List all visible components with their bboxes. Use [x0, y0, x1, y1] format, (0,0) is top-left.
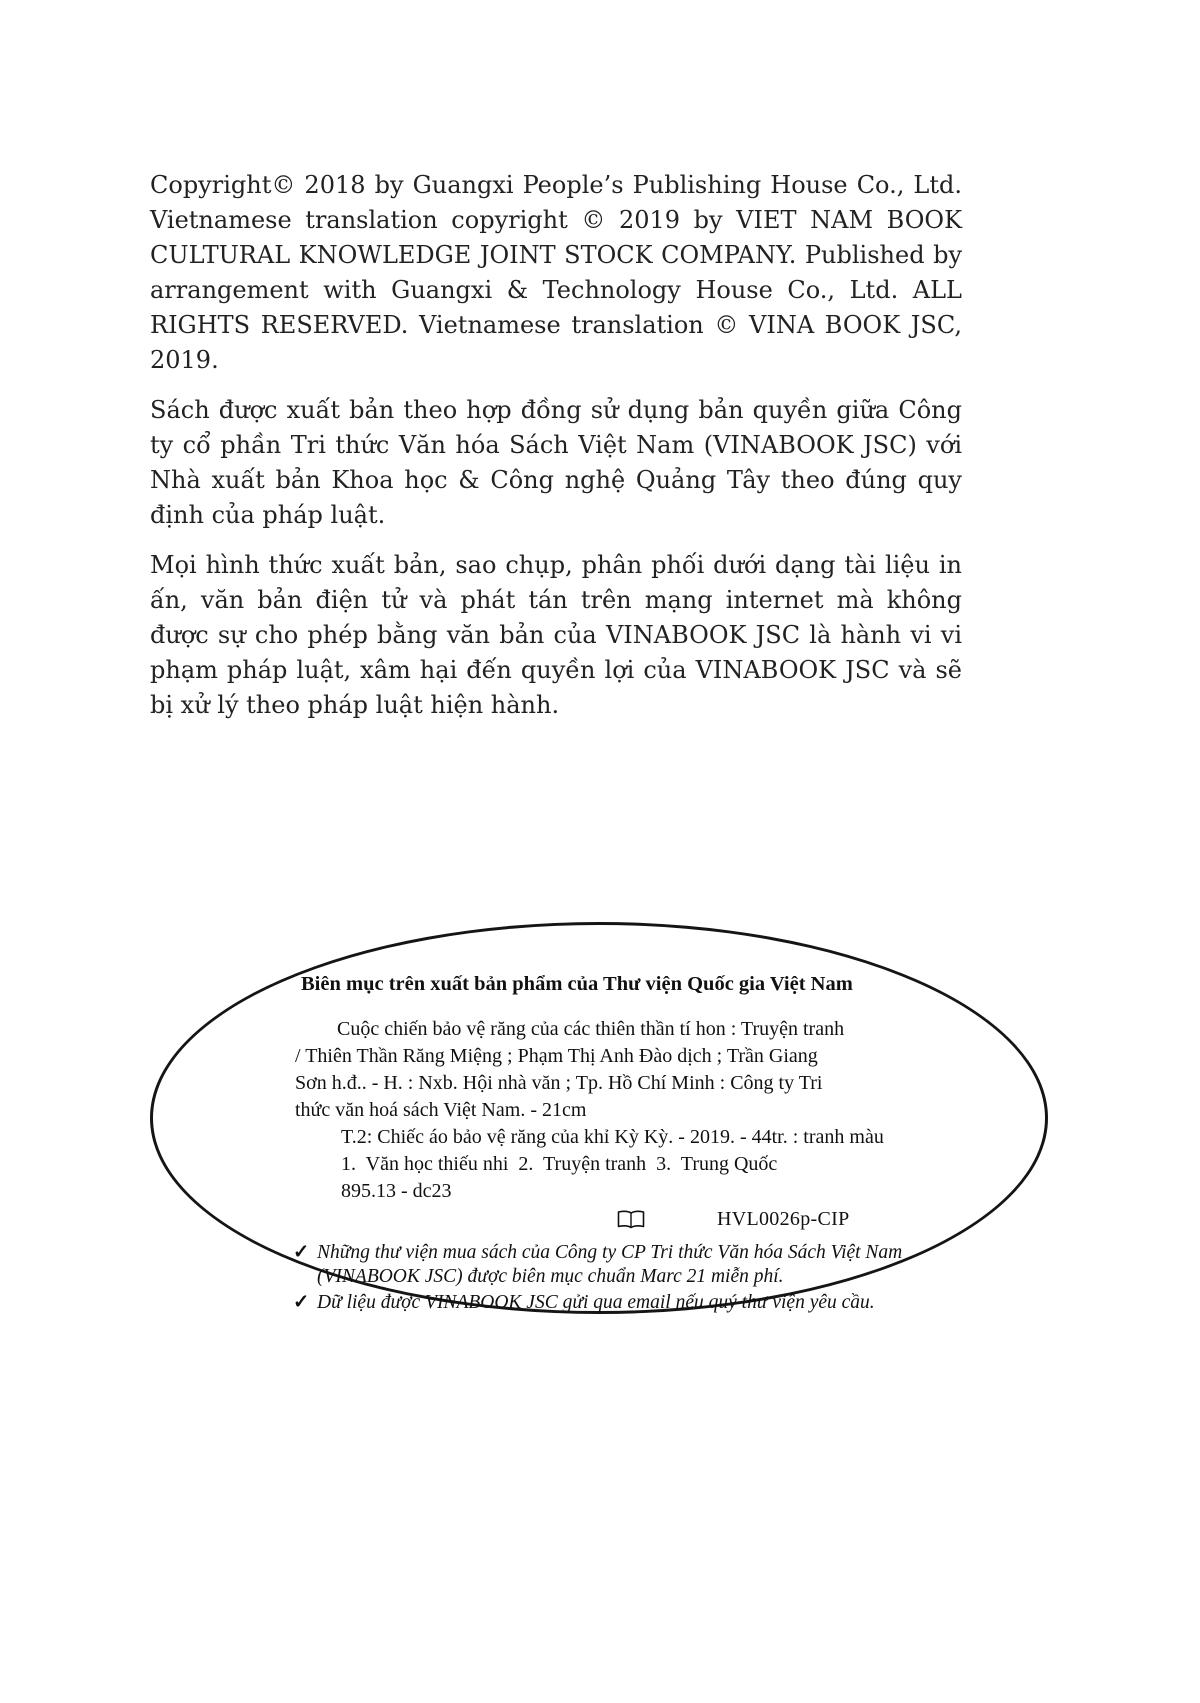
- cip-entry-line: 1. Văn học thiếu nhi 2. Truyện tranh 3. Trung Quốc: [341, 1153, 778, 1175]
- cip-code-row: [617, 1207, 979, 1231]
- cip-entry-line: Cuộc chiến bảo vệ răng của các thiên thần tí hon : Truyện tranh: [337, 1018, 845, 1040]
- cip-entry-line: Sơn h.đ.. - H. : Nxb. Hội nhà văn ; Tp. Hồ Chí Minh : Công ty Tri: [295, 1072, 823, 1094]
- license-paragraph-vietnamese: Sách được xuất bản theo hợp đồng sử dụng bản quyền giữa Công ty cổ phần Tri thức Văn hóa Sách Việt Nam (VINABOOK JSC) với Nhà xuất bản Khoa học & Công nghệ Quảng Tây theo đúng quy định của pháp luật.: [150, 396, 962, 529]
- cip-notes: [293, 1241, 948, 1315]
- cip-ellipse-border: [150, 922, 1048, 1314]
- cip-header: Biên mục trên xuất bản phẩm của Thư viện Quốc gia Việt Nam: [301, 973, 853, 995]
- cip-catalog-entry: [295, 1016, 979, 1205]
- notice-paragraph-vietnamese: Mọi hình thức xuất bản, sao chụp, phân phối dưới dạng tài liệu in ấn, văn bản điện tử và phát tán trên mạng internet mà không được sự cho phép bằng văn bản của VINABOOK JSC là hành vi vi phạm pháp luật, xâm hại đến quyền lợi của VINABOOK JSC và sẽ bị xử lý theo pháp luật hiện hành.: [150, 551, 962, 719]
- cip-entry-line: thức văn hoá sách Việt Nam. - 21cm: [295, 1099, 587, 1121]
- open-book-icon: [617, 1210, 645, 1229]
- copyright-paragraph-english: Copyright© 2018 by Guangxi People’s Publishing House Co., Ltd. Vietnamese translation copyright © 2019 by VIET NAM BOOK CULTURAL KNOWLEDGE JOINT STOCK COMPANY. Published by arrangement with Guangxi & Technology House Co., Ltd. ALL RIGHTS RESERVED. Vietnamese translation © VINA BOOK JSC, 2019.: [150, 171, 962, 374]
- checkmark-icon: ✓: [293, 1292, 310, 1313]
- cip-note: [293, 1241, 948, 1289]
- cip-entry-line: 895.13 - dc23: [341, 1180, 452, 1202]
- cip-note: [293, 1291, 948, 1315]
- cip-note-text: Dữ liệu được VINABOOK JSC gửi qua email nếu quý thư viện yêu cầu.: [317, 1292, 875, 1313]
- cip-content: [293, 973, 979, 1317]
- cip-note-text: Những thư viện mua sách của Công ty CP Tri thức Văn hóa Sách Việt Nam (VINABOOK JSC) được biên mục chuẩn Marc 21 miễn phí.: [317, 1242, 903, 1287]
- copyright-block: [150, 168, 962, 738]
- checkmark-icon: ✓: [293, 1242, 310, 1263]
- cip-entry-line: / Thiên Thần Răng Miệng ; Phạm Thị Anh Đào dịch ; Trần Giang: [295, 1045, 818, 1067]
- cip-entry-line: T.2: Chiếc áo bảo vệ răng của khỉ Kỳ Kỳ. - 2019. - 44tr. : tranh màu: [341, 1126, 884, 1148]
- cip-code: HVL0026p-CIP: [717, 1207, 850, 1230]
